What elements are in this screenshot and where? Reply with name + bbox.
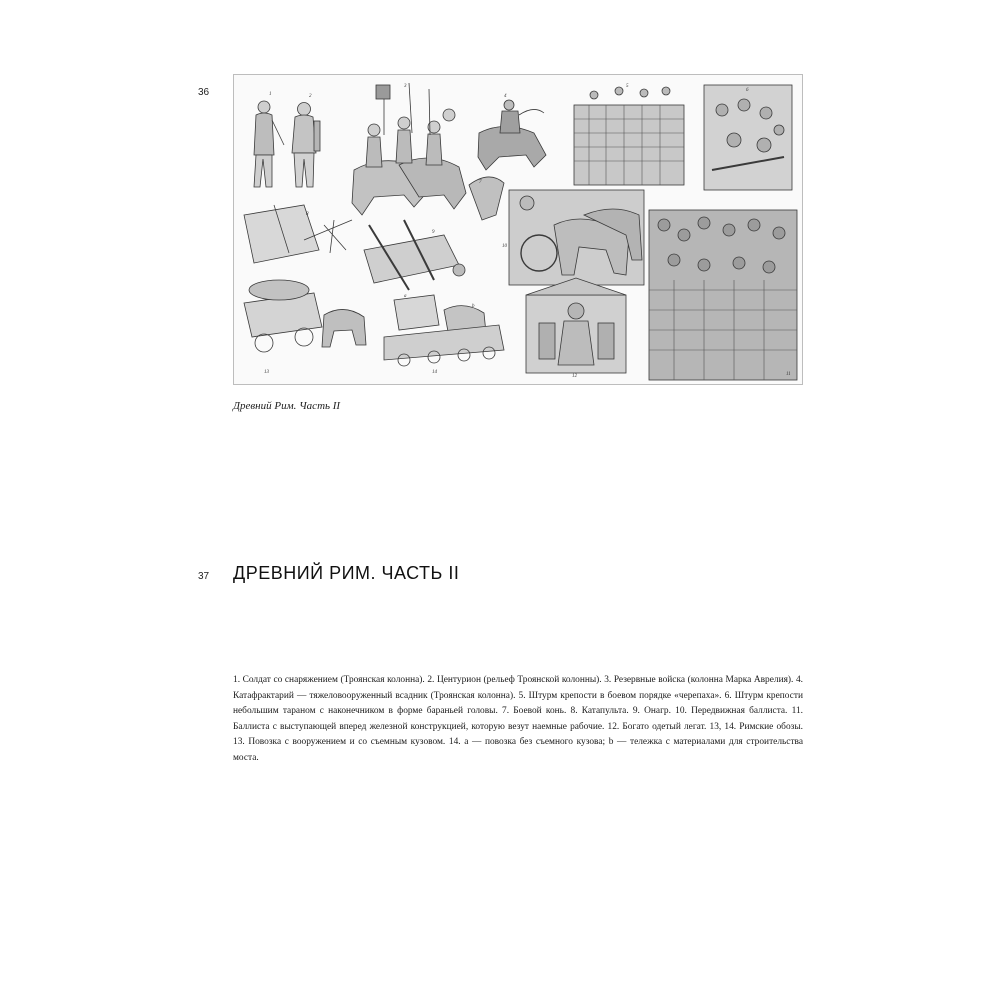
page-number-right: 37 <box>198 571 210 582</box>
svg-text:11: 11 <box>786 372 791 377</box>
svg-text:3: 3 <box>404 84 407 89</box>
figure-mobile-ballista <box>509 190 644 285</box>
figure-caption: Древний Рим. Часть II <box>233 400 341 412</box>
svg-text:2: 2 <box>309 94 312 99</box>
figure-catapult <box>244 205 352 263</box>
svg-text:b: b <box>472 304 475 309</box>
svg-text:13: 13 <box>264 370 269 375</box>
engraving-plate <box>233 74 803 385</box>
figure-carts <box>384 295 504 366</box>
svg-text:1: 1 <box>269 92 272 97</box>
page-number-left: 36 <box>198 87 210 98</box>
svg-text:8: 8 <box>306 212 309 217</box>
figure-reserve-troops <box>352 83 466 215</box>
section-heading: ДРЕВНИЙ РИМ. ЧАСТЬ II <box>233 563 460 583</box>
engraving-illustration <box>234 75 802 384</box>
figure-cataphract <box>478 100 546 170</box>
svg-text:a: a <box>404 294 407 299</box>
svg-text:4: 4 <box>504 94 507 99</box>
figure-soldier <box>254 101 284 187</box>
figure-war-horse <box>469 177 504 220</box>
svg-text:14: 14 <box>432 370 437 375</box>
figure-wagon <box>244 280 366 352</box>
svg-text:6: 6 <box>746 88 749 93</box>
figure-onager <box>364 220 465 290</box>
figure-testudo <box>574 87 684 185</box>
svg-text:10: 10 <box>502 244 507 249</box>
svg-text:9: 9 <box>432 230 435 235</box>
figure-legion-storming <box>649 210 797 380</box>
figure-ram-relief <box>704 85 792 190</box>
figure-legate <box>526 278 626 373</box>
figure-centurion <box>292 103 320 188</box>
svg-text:12: 12 <box>572 374 577 379</box>
svg-text:7: 7 <box>479 180 482 185</box>
figure-descriptions: 1. Солдат со снаряжением (Троянская колонна). 2. Центурион (рельеф Троянской колонны). 3. Резервные войска (колонна Марка Аврелия). 4. Катафрактарий — тяжеловооруженный всадник (Троянская колонна). 5. Штурм крепости в боевом порядке «черепаха». 6. Штурм крепости небольшим тараном с наконечником в форме бараньей головы. 7. Боевой конь. 8. Катапульта. 9. Онагр. 10. Передвижная баллиста. 11. Баллиста с выступающей вперед железной конструкцией, которую везут наемные рабочие. 12. Богато одетый легат. 13, 14. Римские обозы. 13. Повозка с вооружением и со съемным кузовом. 14. a — повозка без съемного кузова; b — тележка с материалами для строительства моста. <box>233 675 803 763</box>
svg-text:5: 5 <box>626 84 629 89</box>
